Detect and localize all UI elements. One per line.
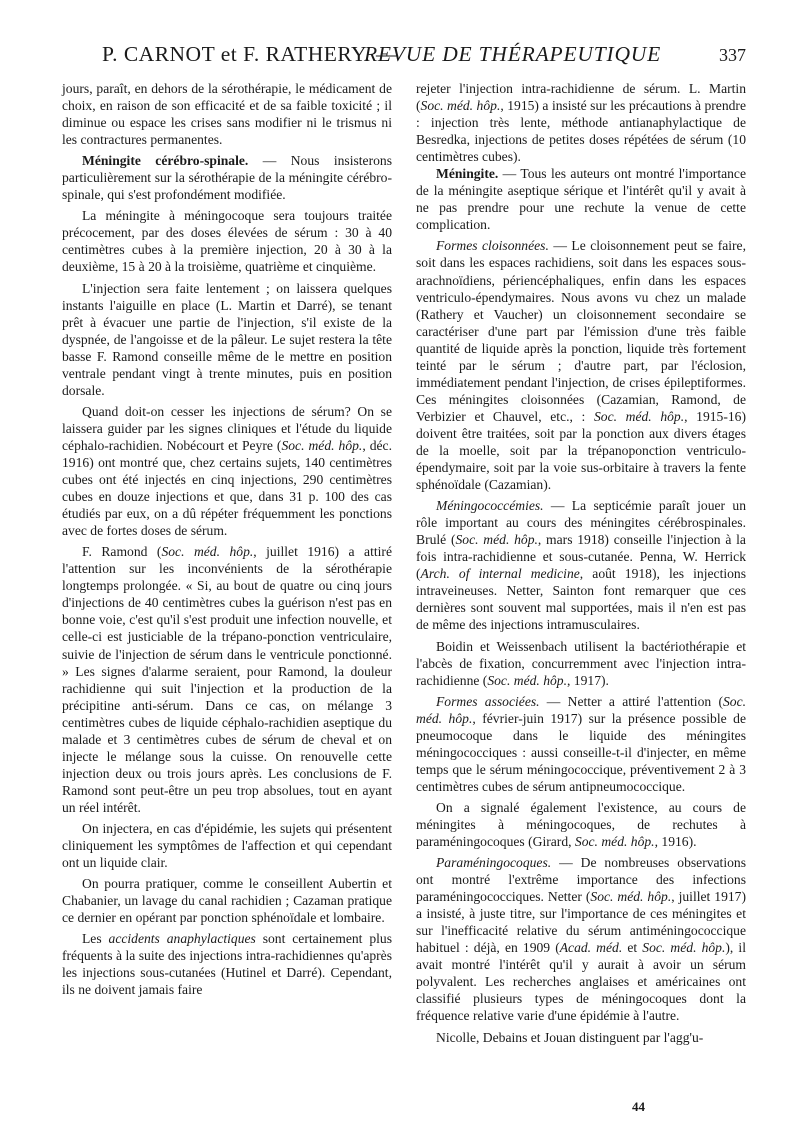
citation: Soc. méd. hôp.	[161, 544, 254, 560]
subsection-heading: Méningococcémies.	[436, 498, 544, 514]
header-authors: P. CARNOT et F. RATHERY. —	[102, 42, 399, 66]
paragraph: On a signalé également l'existence, au cours de méningites à méningocoques, de rechutes à paraméningocoques (Girard, Soc. méd. hôp., 1916).	[416, 799, 746, 850]
citation: Acad. méd.	[559, 940, 623, 956]
paragraph: Méningite cérébro-spinale. — Nous insisterons particulièrement sur la sérothérapie de la méningite cérébro-spinale, qui s'est profondément modifiée.	[62, 153, 392, 203]
left-column	[62, 80, 392, 998]
citation: Soc. méd. hôp.	[487, 672, 567, 688]
citation: Arch. of internal medicine	[420, 566, 580, 582]
paragraph: Quand doit-on cesser les injections de sérum? On se laissera guider par les signes cliniques et l'étude du liquide céphalo-rachidien. Nobécourt et Peyre (Soc. méd. hôp., déc. 1916) ont montré que, chez certains sujets, 140 centimètres cubes ont été injectés en cinq injections, 290 centimètres cubes en douze injections et que, dans 31 p. 100 des cas étudiés par eux, on a dû répéter fréquemment les ponctions avec de fortes doses de sérum.	[62, 403, 392, 539]
paragraph: Formes associées. — Netter a attiré l'attention (Soc. méd. hôp., février-juin 1917) sur la présence possible de pneumocoque dans le liquide des méningites méningococciques : aussi conseille-t-il d'injecter, en même temps que le sérum méningococcique, préventivement 2 à 3 centimètres cubes de sérum antipneumococcique.	[416, 693, 746, 794]
paragraph: rejeter l'injection intra-rachidienne de sérum. L. Martin (Soc. méd. hôp., 1915) a insisté sur les précautions à prendre : injection très lente, méthode antianaphylactique de Besredka, injections de petites doses répétées de sérum (10 centimètres cubes).	[416, 81, 746, 165]
section-heading: Méningite.	[436, 166, 499, 182]
paragraph: jours, paraît, en dehors de la sérothérapie, le médicament de choix, en raison de son efficacité et de sa faible toxicité ; il diminue ou espace les crises sans modifier ni le trismus ni les contractures permanentes.	[62, 81, 392, 148]
paragraph: Paraméningocoques. — De nombreuses observations ont montré l'extrême importance des infections paraméningococciques. Netter (Soc. méd. hôp., juillet 1917) a insisté, à juste titre, sur l'importance de ces méningites et sur l'inefficacité relative du sérum antiméningococcique habituel : déjà, en 1909 (Acad. méd. et Soc. méd. hôp.), il avait montré l'intérêt qu'il y aurait à avoir un sérum polyvalent. Les recherches anglaises et américaines ont classifié plusieurs types de méningocoques dont la fréquence relative varie d'une épidémie à l'autre.	[416, 855, 746, 1024]
paragraph: Les accidents anaphylactiques sont certainement plus fréquents à la suite des injections intra-rachidiennes qu'après les injections sous-cutanées (Hutinel et Darré). Cependant, ils ne doivent jamais faire	[62, 931, 392, 998]
citation: Soc. méd. hôp.	[416, 693, 746, 726]
paragraph: Boidin et Weissenbach utilisent la bactériothérapie et l'abcès de fixation, concurremment avec l'injection intra-rachidienne (Soc. méd. hôp., 1917).	[416, 638, 746, 688]
citation: Soc. méd. hôp.	[281, 437, 363, 453]
subsection-heading: Formes cloisonnées.	[436, 238, 549, 254]
section-heading: Méningite cérébro-spinale.	[82, 153, 249, 169]
citation: Soc. méd. hôp.	[455, 532, 538, 548]
paragraph: On injectera, en cas d'épidémie, les sujets qui présentent cliniquement les symptômes de l'affection et qui cependant ont un liquide clair.	[62, 820, 392, 871]
paragraph: Méningite. — Tous les auteurs ont montré l'importance de la méningite aseptique sérique et l'intérêt qu'il y avait à ne pas prendre pour une rechute la venue de cette complication.	[416, 166, 746, 233]
citation: Soc. méd. hôp.	[574, 834, 655, 850]
citation: Soc. méd. hôp.	[593, 408, 685, 424]
citation: Soc. méd. hôp.	[642, 940, 726, 956]
page-number: 337	[719, 45, 746, 65]
paragraph: F. Ramond (Soc. méd. hôp., juillet 1916) a attiré l'attention sur les inconvénients de la sérothérapie longtemps prolongée. « Si, au bout de quatre ou cinq jours d'injections de 40 centimètres cubes la guérison n'est pas en bonne voie, c'est qu'il s'est produit une infection nouvelle, et celle-ci est justiciable de la trépano-ponction ventriculaire, suivie de l'injection de sérum dans le ventricule ponctionné. » Les signes d'alarme seraient, pour Ramond, la douleur rachidienne qui suit l'injection et la production de la précipitine anti-sérum. Dans ce cas, on mélange 3 centimètres cubes de liquide céphalo-rachidien aseptique du malade et 3 centimètres cubes de sérum de cheval et on injecte le mélange sous la cuisse. On renouvelle cette injection deux ou trois jours après. Les conclusions de F. Ramond sont peut-être un peu trop absolues, tout en ayant un réel intérêt.	[62, 544, 392, 815]
emphasis: accidents anaphylactiques	[108, 931, 256, 947]
paragraph: On pourra pratiquer, comme le conseillent Aubertin et Chabanier, un lavage du canal rachidien ; Cazaman pratique ce dernier en opérant par ponction sphénoïdale et lombaire.	[62, 876, 392, 926]
paragraph: L'injection sera faite lentement ; on laissera quelques instants l'aiguille en place (L. Martin et Darré), se tenant prêt à évacuer une partie de l'injection, s'il existe de la dyspnée, de l'angoisse et de la pâleur. Le sujet restera la tête basse F. Ramond conseille même de le mettre en position ventrale pendant vingt à trente minutes, puis en position dorsale.	[62, 280, 392, 398]
running-header	[70, 42, 746, 72]
right-column	[416, 80, 746, 1046]
header-journal-title: REVUE DE THÉRAPEUTIQUE	[364, 42, 662, 66]
paragraph: Formes cloisonnées. — Le cloisonnement peut se faire, soit dans les espaces rachidiens, soit dans les espaces sous-arachnoïdiens, périencéphaliques, enfin dans les espaces ventriculo-épendymaires. Nous avons vu chez un malade (Rathery et Vaucher) un cloisonnement secondaire se caractériser d'une part par l'émission d'une très faible quantité de liquide après la ponction, liquide très fortement teinté par le sérum ; d'autre part, par l'éclosion, immédiatement pendant l'injection, de crises épileptiformes. Ces méningites cloisonnées (Cazamian, Ramond, de Verbizier et Chauvel, etc., : Soc. méd. hôp., 1915-16) doivent être traitées, soit par la ponction aux divers étages de la moelle, soit par la trépanoponction ventriculo-épendymaire, soit par la voie sus-orbitaire à travers la fente sphénoïdale (Cazamian).	[416, 238, 747, 493]
printer-signature: 44	[632, 1099, 645, 1114]
paragraph: Nicolle, Debains et Jouan distinguent par l'agg'u-	[436, 1029, 704, 1045]
citation: Soc. méd. hôp.	[590, 889, 672, 905]
subsection-heading: Formes associées.	[436, 693, 540, 709]
citation: Soc. méd. hôp.	[420, 98, 501, 114]
paragraph: La méningite à méningocoque sera toujours traitée précocement, par des doses élevées de sérum : 30 à 40 centimètres cubes à la première injection, 20 à 30 à la deuxième, 15 à 20 à la troisième, quatrième et cinquième.	[62, 208, 392, 275]
subsection-heading: Paraméningocoques.	[436, 855, 552, 871]
paragraph: Méningococcémies. — La septicémie paraît jouer un rôle important au cours des méningites cérébrospinales. Brulé (Soc. méd. hôp., mars 1918) conseille l'injection à la fois intra-rachidienne et sous-cutanée. Penna, W. Herrick (Arch. of internal medicine, août 1918), les injections intraveineuses. Netter, Sainton font remarquer que ces dernières sont souvent mal supportées, mais il n'en est pas de même des injections intramusculaires.	[416, 498, 747, 633]
